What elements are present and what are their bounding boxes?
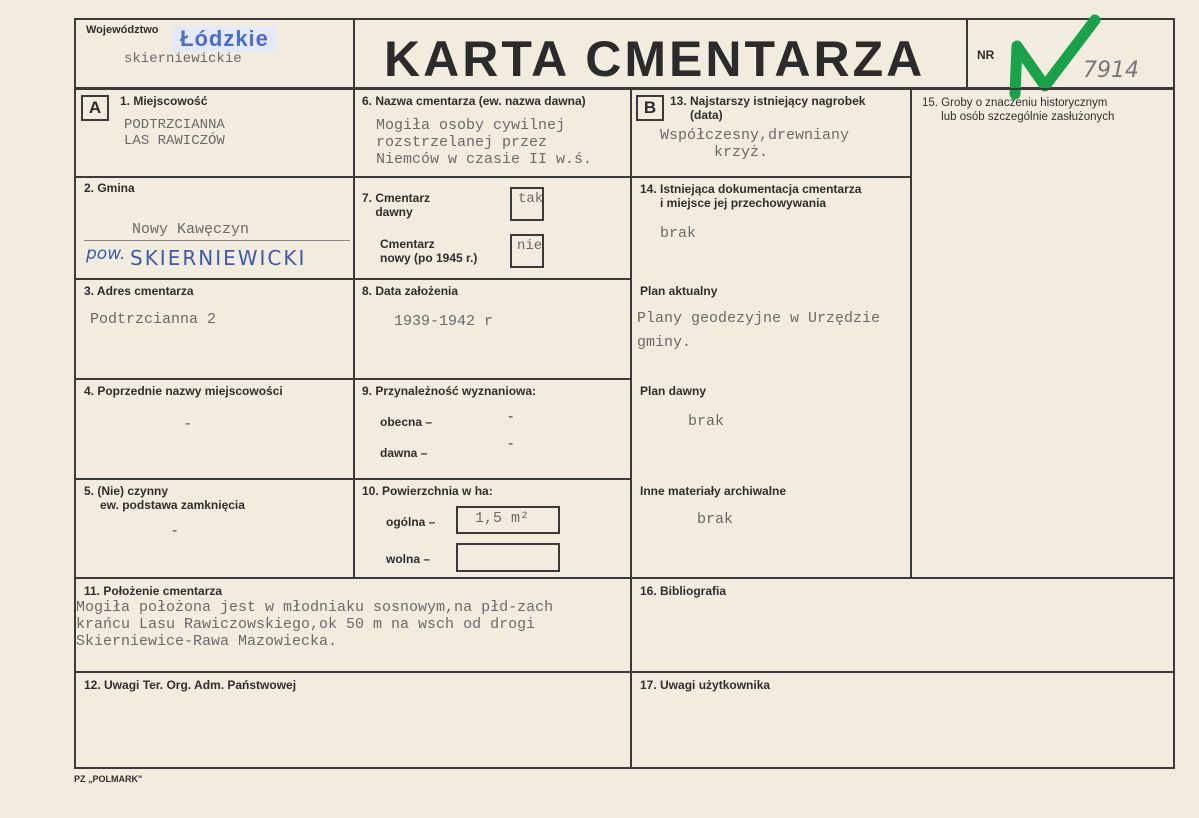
- field-9-obecna-value: -: [508, 408, 514, 425]
- field-16-label: 16. Bibliografia: [640, 584, 727, 598]
- field-5-value: -: [172, 522, 178, 539]
- field-1-value: PODTRZCIANNA LAS RAWICZÓW: [124, 117, 225, 149]
- field-7-dawny-label: 7. Cmentarz dawny: [362, 191, 431, 219]
- field-9-label: 9. Przynależność wyznaniowa:: [362, 384, 537, 398]
- field-2-underline: [84, 240, 350, 241]
- field-17-label: 17. Uwagi użytkownika: [640, 678, 771, 692]
- field-14-label: 14. Istniejąca dokumentacja cmentarza i miejsce jej przechowywania: [640, 182, 862, 210]
- section-a-box: A: [81, 95, 109, 121]
- field-7-nowy-label: Cmentarz nowy (po 1945 r.): [380, 237, 478, 265]
- field-10-ogolna-value: 1,5 m²: [475, 510, 530, 527]
- inne-label: Inne materiały archiwalne: [640, 484, 787, 498]
- wojewodztwo-label: Województwo: [86, 24, 159, 36]
- field-13-value: Współczesny,drewniany krzyż.: [660, 127, 850, 161]
- field-14-value: brak: [660, 225, 697, 242]
- printer-mark: PZ „POLMARK": [74, 774, 143, 784]
- field-5-label-2: ew. podstawa zamknięcia: [100, 498, 245, 512]
- field-2-pow-label: pow.: [86, 244, 126, 264]
- field-7-nowy-value: nie: [517, 238, 543, 254]
- field-4-label: 4. Poprzednie nazwy miejscowości: [84, 384, 283, 398]
- field-3-value: Podtrzcianna 2: [90, 311, 217, 328]
- plan-aktualny-value: Plany geodezyjne w Urzędzie gminy.: [637, 310, 881, 351]
- field-11-value: Mogiła położona jest w młodniaku sosnowym,na płd-zach krańcu Lasu Rawiczowskiego,ok 50 m na wsch od drogi Skierniewice-Rawa Mazowiecka.: [76, 599, 554, 650]
- field-1-label: 1. Miejscowość: [120, 94, 208, 108]
- plan-aktualny-label: Plan aktualny: [640, 284, 718, 298]
- field-6-label: 6. Nazwa cmentarza (ew. nazwa dawna): [362, 94, 586, 108]
- wojewodztwo-stamp: Łódzkie: [172, 26, 277, 52]
- field-10-ogolna-label: ogólna –: [386, 515, 436, 529]
- field-5-label-1: 5. (Nie) czynny: [84, 484, 169, 498]
- plan-dawny-label: Plan dawny: [640, 384, 707, 398]
- field-13-label: 13. Najstarszy istniejący nagrobek (data): [670, 94, 866, 122]
- field-4-value: -: [185, 415, 191, 432]
- field-15-cell: [910, 88, 1175, 579]
- field-12-label: 12. Uwagi Ter. Org. Adm. Państwowej: [84, 678, 297, 692]
- wojewodztwo-old-value: skierniewickie: [124, 51, 242, 67]
- field-15-label: 15. Groby o znaczeniu historycznym lub osób szczególnie zasłużonych: [922, 97, 1115, 123]
- field-2-label: 2. Gmina: [84, 181, 135, 195]
- inne-value: brak: [697, 511, 734, 528]
- nr-label: NR: [977, 48, 995, 62]
- field-11-label: 11. Położenie cmentarza: [84, 584, 223, 598]
- field-10-label: 10. Powierzchnia w ha:: [362, 484, 493, 498]
- field-10-wolna-label: wolna –: [386, 552, 431, 566]
- field-3-label: 3. Adres cmentarza: [84, 284, 194, 298]
- field-6-value: Mogiła osoby cywilnej rozstrzelanej przez Niemców w czasie II w.ś.: [376, 117, 593, 168]
- plan-dawny-value: brak: [688, 413, 725, 430]
- section-b-box: B: [636, 95, 664, 121]
- field-8-value: 1939-1942 r: [394, 313, 494, 330]
- field-8-label: 8. Data założenia: [362, 284, 459, 298]
- field-9-dawna-label: dawna –: [380, 446, 428, 460]
- field-9-obecna-label: obecna –: [380, 415, 433, 429]
- field-10-wolna-box: [456, 543, 560, 572]
- nr-value: 7914: [1083, 58, 1139, 83]
- field-2-value: Nowy Kawęczyn: [132, 221, 250, 238]
- field-2-pow-value: SKIERNIEWICKI: [130, 246, 307, 270]
- page-title: KARTA CMENTARZA: [384, 31, 926, 87]
- field-7-dawny-value: tak: [518, 191, 544, 207]
- field-9-dawna-value: -: [508, 435, 514, 452]
